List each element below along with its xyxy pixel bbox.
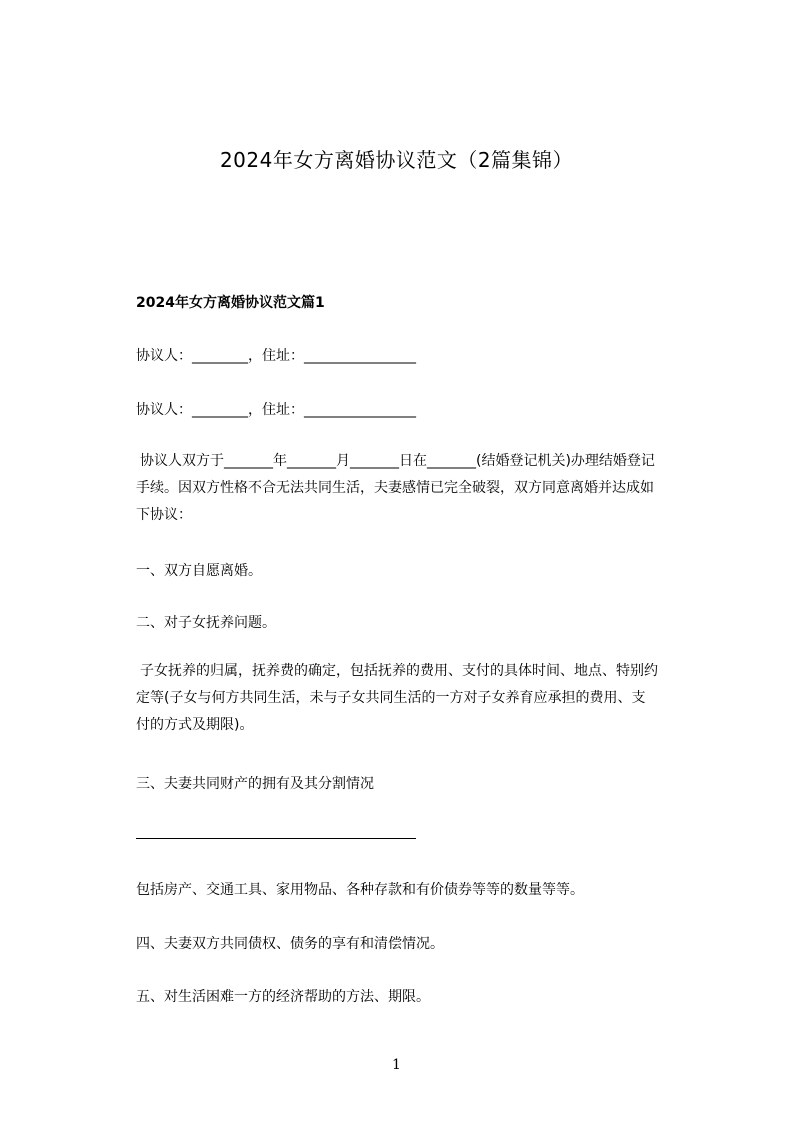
item-2-detail: 子女抚养的归属，抚养费的确定，包括抚养的费用、支付的具体时间、地点、特别约定等(子女与何方共同生活，未与子女共同生活的一方对子女养育应承担的费用、支付的方式及期限)。 [136,663,658,733]
blank-underline [136,838,416,839]
party-line-2: 协议人：________，住址：________________ [136,402,416,418]
item-4: 四、夫妻双方共同债权、债务的享有和清偿情况。 [136,936,444,952]
item-3-detail: 包括房产、交通工具、家用物品、各种存款和有价债券等等的数量等等。 [136,882,584,898]
item-1: 一、双方自愿离婚。 [136,563,262,579]
page-number: 1 [392,1057,401,1073]
document-title: 2024年女方离婚协议范文（2篇集锦） [219,148,574,172]
item-3: 三、夫妻共同财产的拥有及其分割情况 [136,776,374,792]
item-2: 二、对子女抚养问题。 [136,615,276,631]
party-line-1: 协议人：________，住址：________________ [136,348,416,364]
item-5: 五、对生活困难一方的经济帮助的方法、期限。 [136,989,430,1005]
intro-paragraph: 协议人双方于_______年_______月_______日在_______(结婚登记机关)办理结婚登记手续。因双方性格不合无法共同生活，夫妻感情已完全破裂，双方同意离婚并达成如下协议： [136,453,655,523]
section-title: 2024年女方离婚协议范文篇1 [136,295,325,311]
